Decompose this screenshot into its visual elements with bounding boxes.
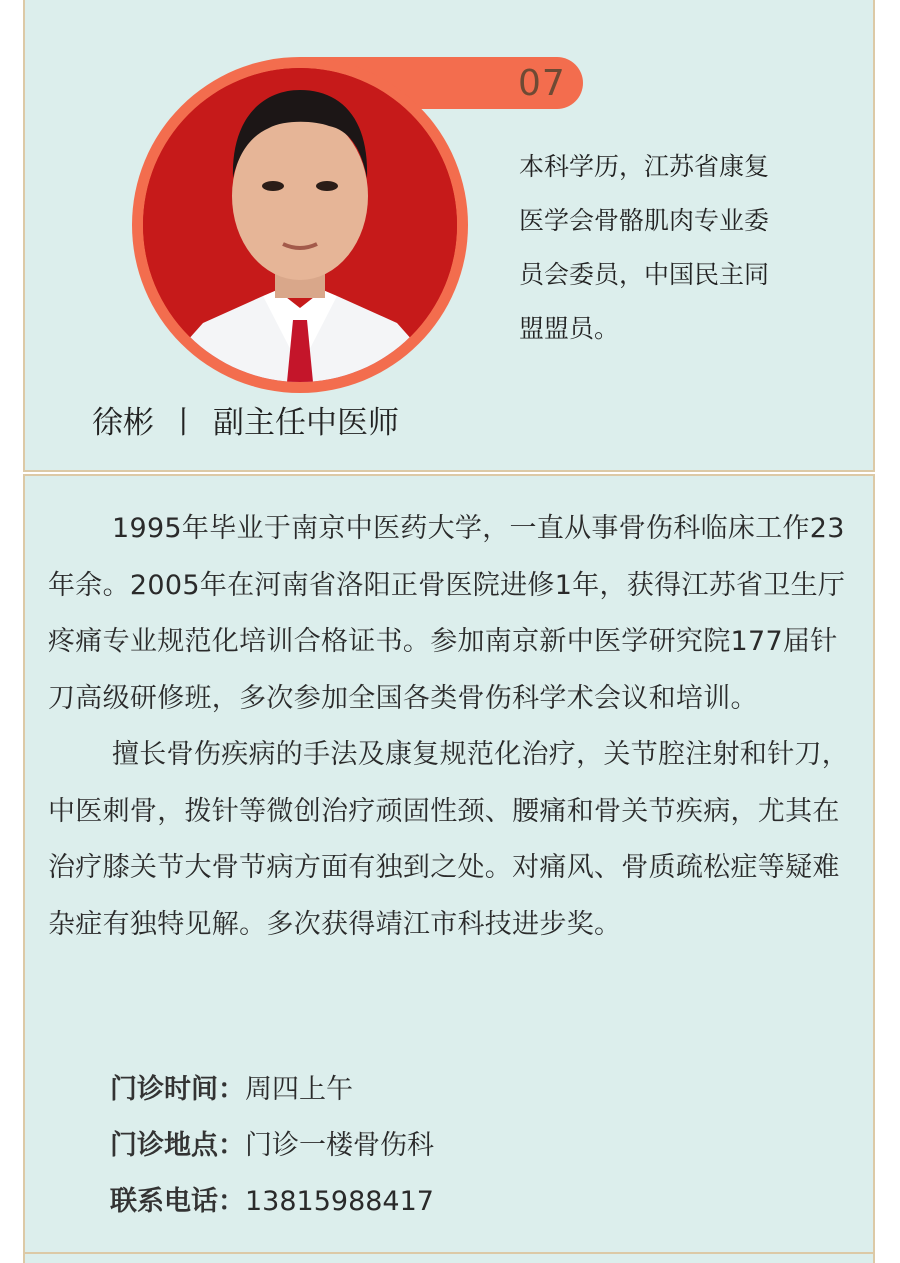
doctor-biography <box>48 501 858 953</box>
doctor-name: 徐彬 <box>92 405 154 441</box>
clinic-info <box>110 1062 810 1230</box>
doctor-number: 07 <box>518 63 566 104</box>
clinic-location-row <box>110 1118 810 1174</box>
clinic-time-label: 门诊时间： <box>110 1074 245 1105</box>
bio-paragraph: 擅长骨伤疾病的手法及康复规范化治疗，关节腔注射和针刀，中医刺骨，拨针等微创治疗顽固性颈、腰痛和骨关节疾病，尤其在治疗膝关节大骨节病方面有独到之处。对痛风、骨质疏松症等疑难杂症有独特见解。多次获得靖江市科技进步奖。 <box>48 739 850 940</box>
intro-line: 员会委员，中国民主同 <box>519 260 770 289</box>
clinic-phone-value[interactable]: 13815988417 <box>245 1186 434 1217</box>
name-separator: 丨 <box>168 405 199 441</box>
bottom-divider <box>23 1252 875 1254</box>
clinic-phone-row <box>110 1174 810 1230</box>
intro-line: 医学会骨骼肌肉专业委 <box>519 206 770 235</box>
clinic-location-value: 门诊一楼骨伤科 <box>245 1130 434 1161</box>
intro-line: 盟盟员。 <box>519 314 620 343</box>
doctor-portrait-image <box>143 68 457 382</box>
doctor-title: 副主任中医师 <box>213 405 399 441</box>
intro-line: 本科学历，江苏省康复 <box>519 152 770 181</box>
clinic-time-row <box>110 1062 810 1118</box>
bio-paragraph: 1995年毕业于南京中医药大学，一直从事骨伤科临床工作23年余。2005年在河南省洛阳正骨医院进修1年，获得江苏省卫生厅疼痛专业规范化培训合格证书。参加南京新中医学研究院177届针刀高级研修班，多次参加全国各类骨伤科学术会议和培训。 <box>48 513 846 714</box>
doctor-photo <box>143 68 457 382</box>
doctor-intro <box>519 140 819 356</box>
doctor-name-title <box>92 400 399 446</box>
clinic-location-label: 门诊地点： <box>110 1130 245 1161</box>
clinic-time-value: 周四上午 <box>245 1074 353 1105</box>
clinic-phone-label: 联系电话： <box>110 1186 245 1217</box>
